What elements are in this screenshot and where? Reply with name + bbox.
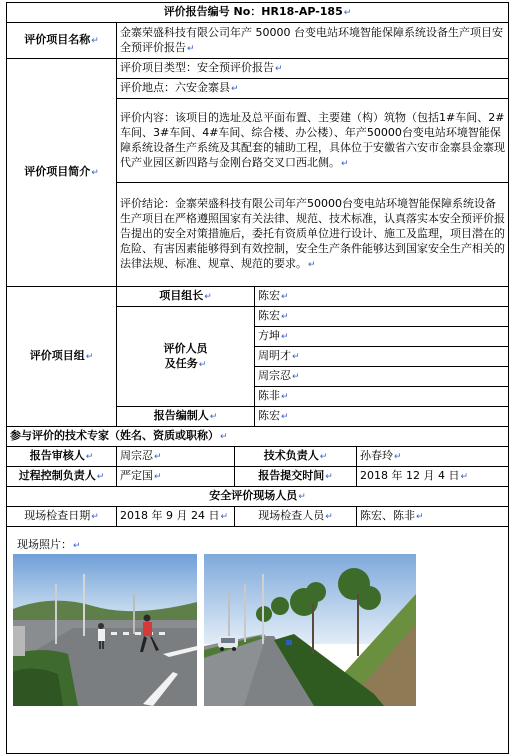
submit-time-label: 报告提交时间↵ xyxy=(235,467,357,487)
team-member: 陈非↵ xyxy=(255,387,509,407)
team-member: 周宗忍↵ xyxy=(255,367,509,387)
report-number: 评价报告编号 No：HR18-AP-185↵ xyxy=(7,3,509,23)
reviewer: 周宗忍↵ xyxy=(117,447,235,467)
tech-lead-label: 技术负责人↵ xyxy=(235,447,357,467)
team-member: 周明才↵ xyxy=(255,347,509,367)
process-control: 严定国↵ xyxy=(117,467,235,487)
report-editor: 陈宏↵ xyxy=(255,407,509,427)
team-leader: 陈宏↵ xyxy=(255,287,509,307)
site-photos-label: 现场照片：↵ xyxy=(17,538,81,551)
site-photo-roadside xyxy=(204,554,416,706)
site-photo-road-crossing xyxy=(13,554,197,706)
site-check-date-label: 现场检查日期↵ xyxy=(7,507,117,527)
team-leader-label: 项目组长↵ xyxy=(117,287,255,307)
project-content: 评价内容：该项目的选址及总平面布置、主要建（构）筑物（包括1#车间、2#车间、3#车间、4#车间、综合楼、办公楼）、年产50000台变电站环境智能保障系统设备生产系统及其配套的辅助工程，具体位于安徽省六安市金寨县金寨现代产业园区新四路与金刚台路交叉口西北侧。↵ xyxy=(117,99,509,183)
process-control-label: 过程控制负责人↵ xyxy=(7,467,117,487)
site-check-date: 2018 年 9 月 24 日↵ xyxy=(117,507,235,527)
project-location: 评价地点：六安金寨县↵ xyxy=(117,79,509,99)
project-name-label: 评价项目名称↵ xyxy=(7,23,117,59)
project-name-value: 金寨荣盛科技有限公司年产 50000 台变电站环境智能保障系统设备生产项目安全预评价报告↵ xyxy=(117,23,509,59)
project-conclusion: 评价结论：金寨荣盛科技有限公司年产50000台变电站环境智能保障系统设备生产项目在严格遵照国家有关法律、规范、技术标准，认真落实本安全预评价报告提出的安全对策措施后，委托有资质单位进行设计、施工及监理，项目潜在的危险、有害因素能够得到有效控制，安全生产条件能够达到国家安全生产相关的法律法规、标准、规章、规范的要求。↵ xyxy=(117,183,509,287)
team-members-label: 评价人员 及任务↵ xyxy=(117,307,255,407)
site-staff-title: 安全评价现场人员↵ xyxy=(7,487,509,507)
team-member: 陈宏↵ xyxy=(255,307,509,327)
tech-lead: 孙春玲↵ xyxy=(357,447,509,467)
reviewer-label: 报告审核人↵ xyxy=(7,447,117,467)
site-check-staff-label: 现场检查人员↵ xyxy=(235,507,357,527)
team-member: 方坤↵ xyxy=(255,327,509,347)
project-type: 评价项目类型：安全预评价报告↵ xyxy=(117,59,509,79)
experts-label: 参与评价的技术专家（姓名、资质或职称）↵ xyxy=(7,427,509,447)
submit-time: 2018 年 12 月 4 日↵ xyxy=(357,467,509,487)
site-check-staff: 陈宏、陈非↵ xyxy=(357,507,509,527)
team-label: 评价项目组↵ xyxy=(7,287,117,427)
report-editor-label: 报告编制人↵ xyxy=(117,407,255,427)
project-summary-label: 评价项目简介↵ xyxy=(7,59,117,287)
